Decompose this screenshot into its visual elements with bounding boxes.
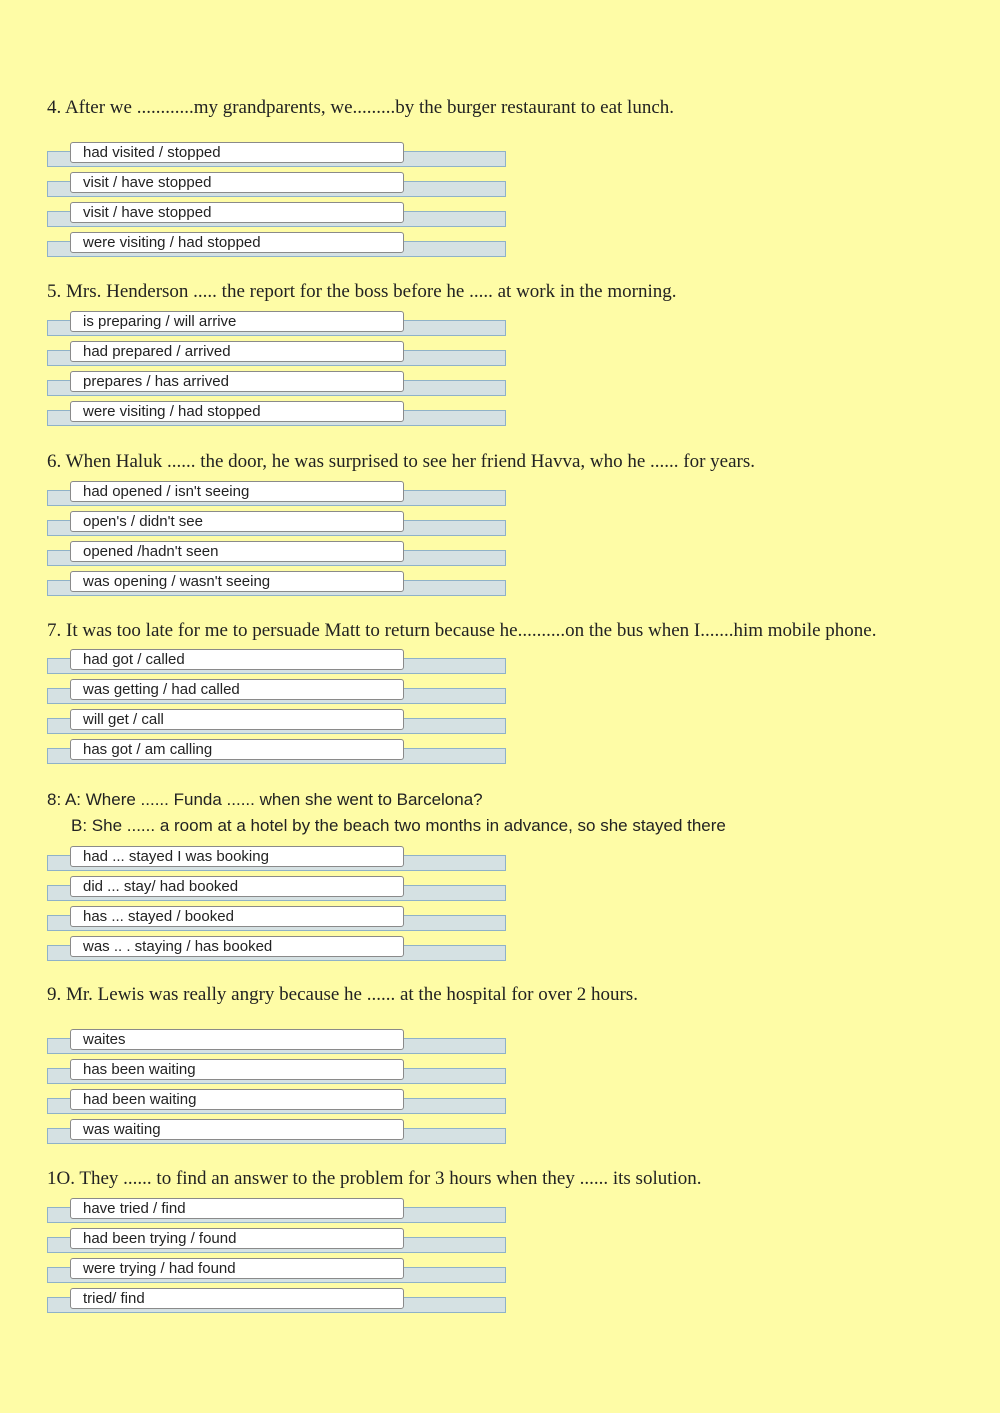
option-label: visit / have stopped xyxy=(70,172,404,193)
option-label: has got / am calling xyxy=(70,739,404,760)
option-label: open's / didn't see xyxy=(70,511,404,532)
answer-option[interactable] xyxy=(47,936,506,957)
answer-option[interactable] xyxy=(47,1198,506,1219)
option-label: was waiting xyxy=(70,1119,404,1140)
answer-option[interactable] xyxy=(47,1288,506,1309)
option-label: waites xyxy=(70,1029,404,1050)
answer-option[interactable] xyxy=(47,876,506,897)
option-label: has ... stayed / booked xyxy=(70,906,404,927)
answer-option[interactable] xyxy=(47,541,506,562)
answer-option[interactable] xyxy=(47,481,506,502)
option-label: is preparing / will arrive xyxy=(70,311,404,332)
answer-option[interactable] xyxy=(47,1029,506,1050)
answer-option[interactable] xyxy=(47,709,506,730)
answer-option[interactable] xyxy=(47,1228,506,1249)
question-8-line-b: B: She ...... a room at a hotel by the beach two months in advance, so she stayed there xyxy=(71,816,726,835)
option-label: tried/ find xyxy=(70,1288,404,1309)
option-label: had opened / isn't seeing xyxy=(70,481,404,502)
option-label: had been waiting xyxy=(70,1089,404,1110)
answer-option[interactable] xyxy=(47,679,506,700)
answer-option[interactable] xyxy=(47,571,506,592)
answer-option[interactable] xyxy=(47,232,506,253)
answer-option[interactable] xyxy=(47,311,506,332)
option-label: will get / call xyxy=(70,709,404,730)
option-label: had been trying / found xyxy=(70,1228,404,1249)
option-label: had visited / stopped xyxy=(70,142,404,163)
option-label: was getting / had called xyxy=(70,679,404,700)
answer-option[interactable] xyxy=(47,172,506,193)
question-4: 4. After we ............my grandparents, we.........by the burger restaurant to eat lunch. xyxy=(47,97,674,118)
option-label: visit / have stopped xyxy=(70,202,404,223)
question-5: 5. Mrs. Henderson ..... the report for the boss before he ..... at work in the morning. xyxy=(47,281,677,302)
option-label: was .. . staying / has booked xyxy=(70,936,404,957)
option-label: had prepared / arrived xyxy=(70,341,404,362)
option-label: has been waiting xyxy=(70,1059,404,1080)
question-9: 9. Mr. Lewis was really angry because he ...... at the hospital for over 2 hours. xyxy=(47,984,638,1005)
answer-option[interactable] xyxy=(47,511,506,532)
option-label: opened /hadn't seen xyxy=(70,541,404,562)
question-8 xyxy=(47,787,726,839)
option-label: had got / called xyxy=(70,649,404,670)
question-7: 7. It was too late for me to persuade Matt to return because he..........on the bus when I.......him mobile phone. xyxy=(47,620,877,641)
answer-option[interactable] xyxy=(47,401,506,422)
answer-option[interactable] xyxy=(47,371,506,392)
answer-option[interactable] xyxy=(47,906,506,927)
option-label: did ... stay/ had booked xyxy=(70,876,404,897)
option-label: had ... stayed I was booking xyxy=(70,846,404,867)
answer-option[interactable] xyxy=(47,1119,506,1140)
answer-option[interactable] xyxy=(47,846,506,867)
answer-option[interactable] xyxy=(47,341,506,362)
option-label: have tried / find xyxy=(70,1198,404,1219)
question-6: 6. When Haluk ...... the door, he was surprised to see her friend Havva, who he ...... for years. xyxy=(47,451,756,472)
option-label: was opening / wasn't seeing xyxy=(70,571,404,592)
answer-option[interactable] xyxy=(47,1258,506,1279)
answer-option[interactable] xyxy=(47,1089,506,1110)
option-label: were visiting / had stopped xyxy=(70,401,404,422)
option-label: were trying / had found xyxy=(70,1258,404,1279)
answer-option[interactable] xyxy=(47,142,506,163)
question-8-line-a: 8: A: Where ...... Funda ...... when she went to Barcelona? xyxy=(47,790,483,809)
answer-option[interactable] xyxy=(47,202,506,223)
option-label: were visiting / had stopped xyxy=(70,232,404,253)
answer-option[interactable] xyxy=(47,739,506,760)
option-label: prepares / has arrived xyxy=(70,371,404,392)
answer-option[interactable] xyxy=(47,1059,506,1080)
answer-option[interactable] xyxy=(47,649,506,670)
question-10: 1O. They ...... to find an answer to the problem for 3 hours when they ...... its solution. xyxy=(47,1168,702,1189)
